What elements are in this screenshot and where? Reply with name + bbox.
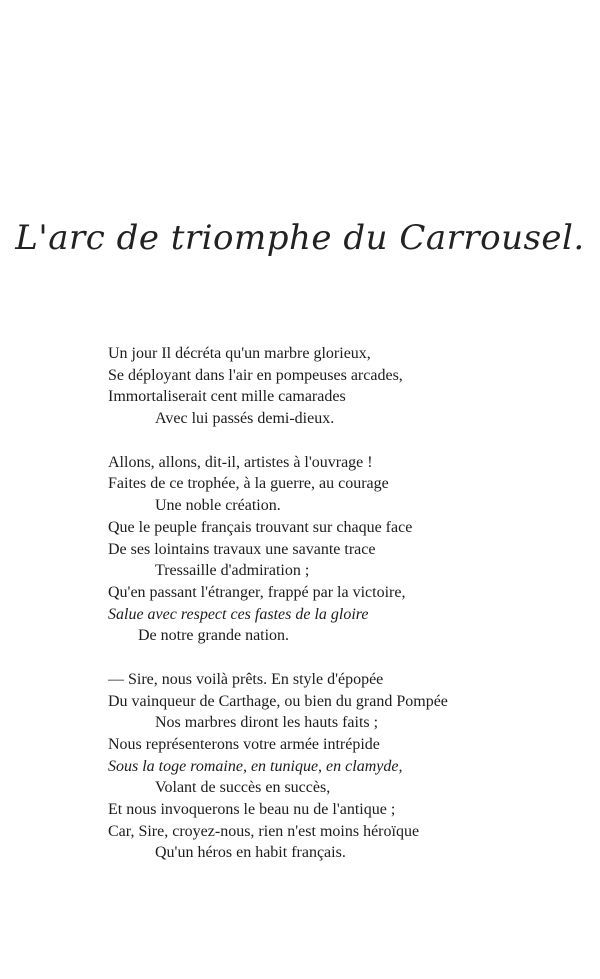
- verse-line: — Sire, nous voilà prêts. En style d'épopée: [108, 670, 384, 688]
- poem-title: L'arc de triomphe du Carrousel.: [15, 218, 585, 258]
- verse-line: Faites de ce trophée, à la guerre, au courage: [108, 475, 389, 493]
- stanza-2: [108, 452, 578, 647]
- verse-line: Salue avec respect ces fastes de la gloire: [108, 605, 369, 623]
- verse-line: Immortaliserait cent mille camarades: [108, 388, 346, 406]
- verse-line: Sous la toge romaine, en tunique, en clamyde,: [108, 757, 403, 775]
- verse-line: Un jour Il décréta qu'un marbre glorieux,: [108, 345, 371, 362]
- verse-line: Une noble création.: [155, 497, 281, 515]
- verse-line: Tressaille d'admiration ;: [155, 562, 310, 580]
- verse-line: Que le peuple français trouvant sur chaque face: [108, 518, 413, 536]
- verse-line: Car, Sire, croyez-nous, rien n'est moins héroïque: [108, 822, 420, 840]
- verse-line: Qu'en passant l'étranger, frappé par la victoire,: [108, 583, 406, 601]
- verse-line: Qu'un héros en habit français.: [155, 844, 346, 862]
- verse-line: De notre grande nation.: [138, 627, 290, 645]
- verse-line: Allons, allons, dit-il, artistes à l'ouvrage !: [108, 453, 373, 471]
- verse-line: Du vainqueur de Carthage, ou bien du grand Pompée: [108, 692, 448, 710]
- verse-line: Se déployant dans l'air en pompeuses arcades,: [108, 366, 403, 384]
- stanza-1: [108, 343, 578, 430]
- verse-line: Nous représenterons votre armée intrépide: [108, 736, 380, 753]
- verse-line: Avec lui passés demi-dieux.: [155, 410, 335, 428]
- verse-line: Volant de succès en succès,: [155, 779, 331, 797]
- verse-line: Nos marbres diront les hauts faits ;: [155, 714, 379, 732]
- poem-body: [108, 343, 578, 886]
- stanza-3: [108, 669, 578, 864]
- verse-line: Et nous invoquerons le beau nu de l'antique ;: [108, 801, 396, 819]
- verse-line: De ses lointains travaux une savante trace: [108, 540, 376, 558]
